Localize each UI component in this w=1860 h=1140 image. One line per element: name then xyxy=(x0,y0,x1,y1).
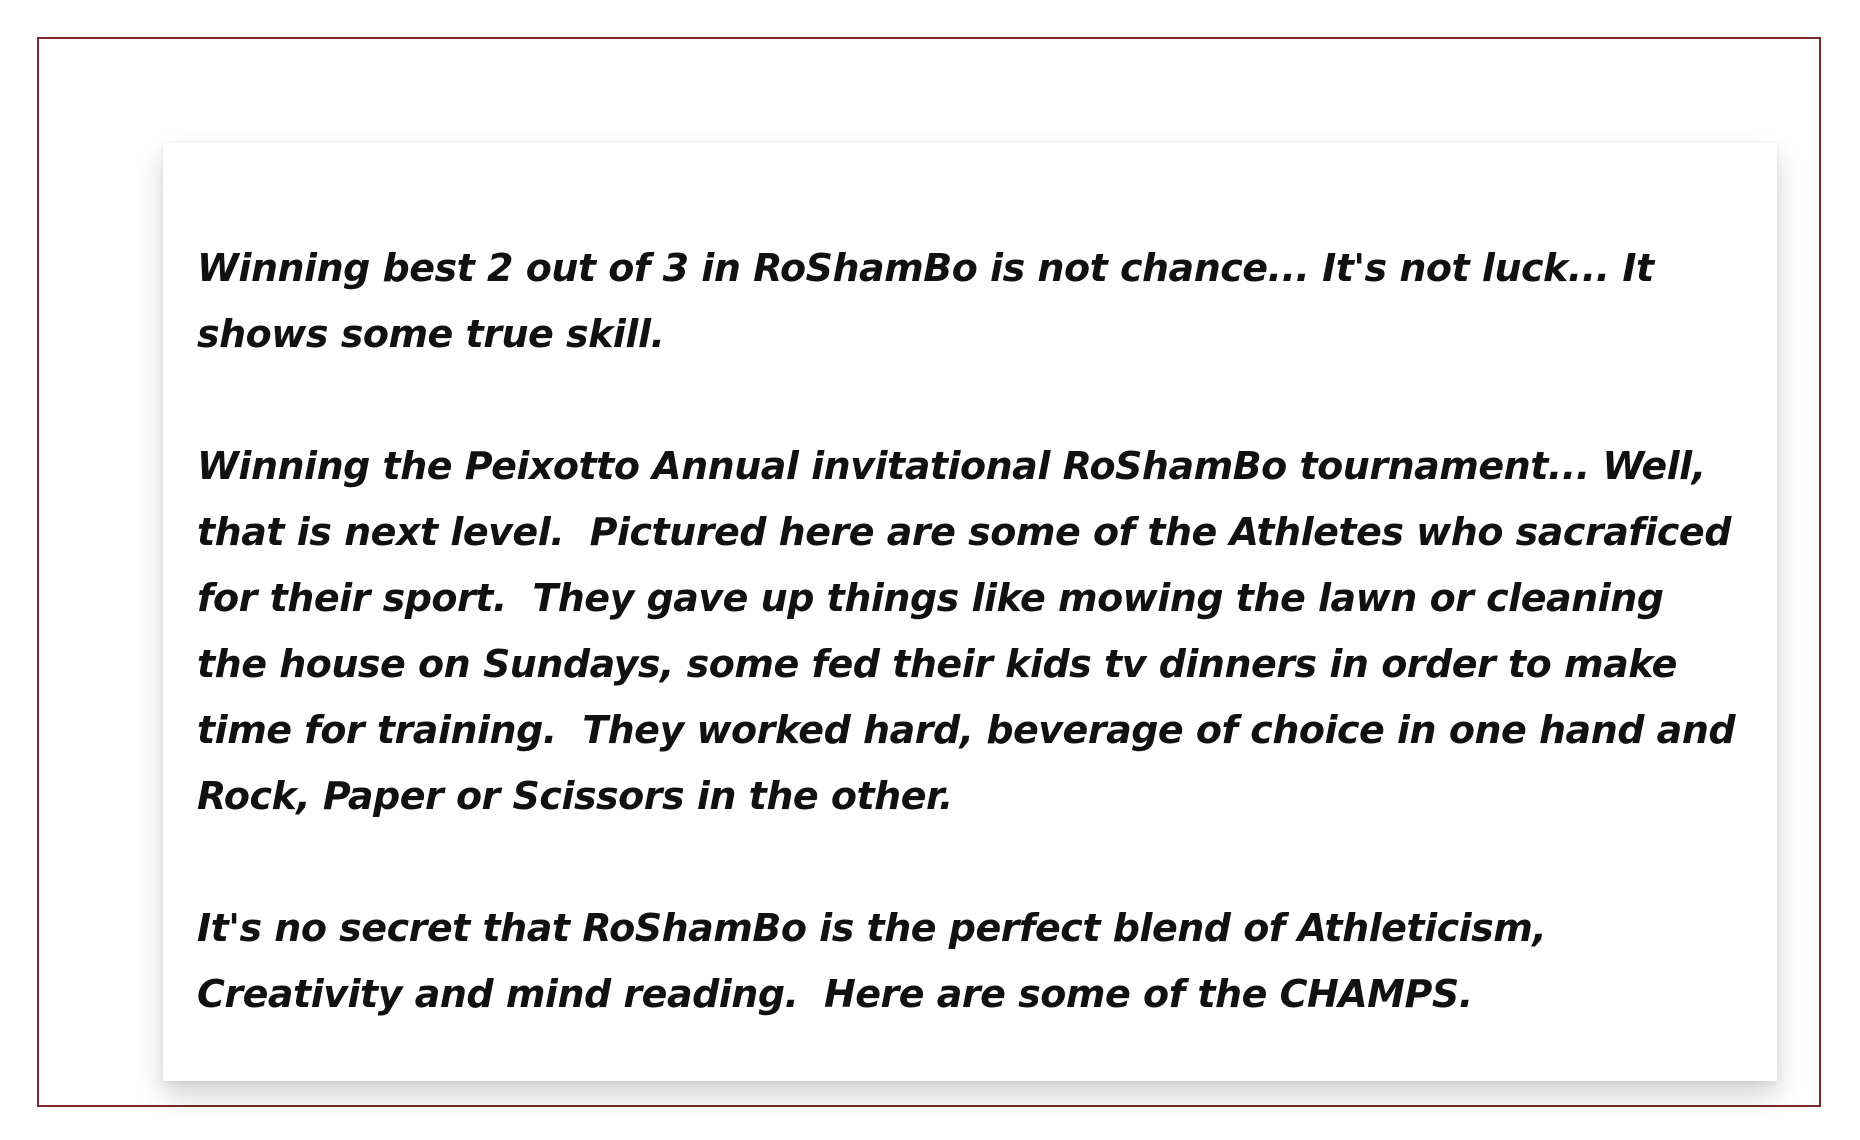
paragraph-tournament: Winning the Peixotto Annual invitational RoShamBo tournament... Well, that is next level. Pictured here are some of the Athletes who sacraficed for their sport. They gave up things like mowing the lawn or cleaning the house on Sundays, some fed their kids tv dinners in order to make time for training. They worked hard, beverage of choice in one hand and Rock, Paper or Scissors in the other. xyxy=(197,444,1748,818)
paragraph-champs: It's no secret that RoShamBo is the perfect blend of Athleticism, Creativity and mind reading. Here are some of the CHAMPS. xyxy=(197,906,1560,1016)
outer-frame xyxy=(37,37,1821,1107)
text-card xyxy=(163,143,1777,1081)
paragraph-intro: Winning best 2 out of 3 in RoShamBo is not chance... It's not luck... It shows some true skill. xyxy=(197,246,1667,356)
